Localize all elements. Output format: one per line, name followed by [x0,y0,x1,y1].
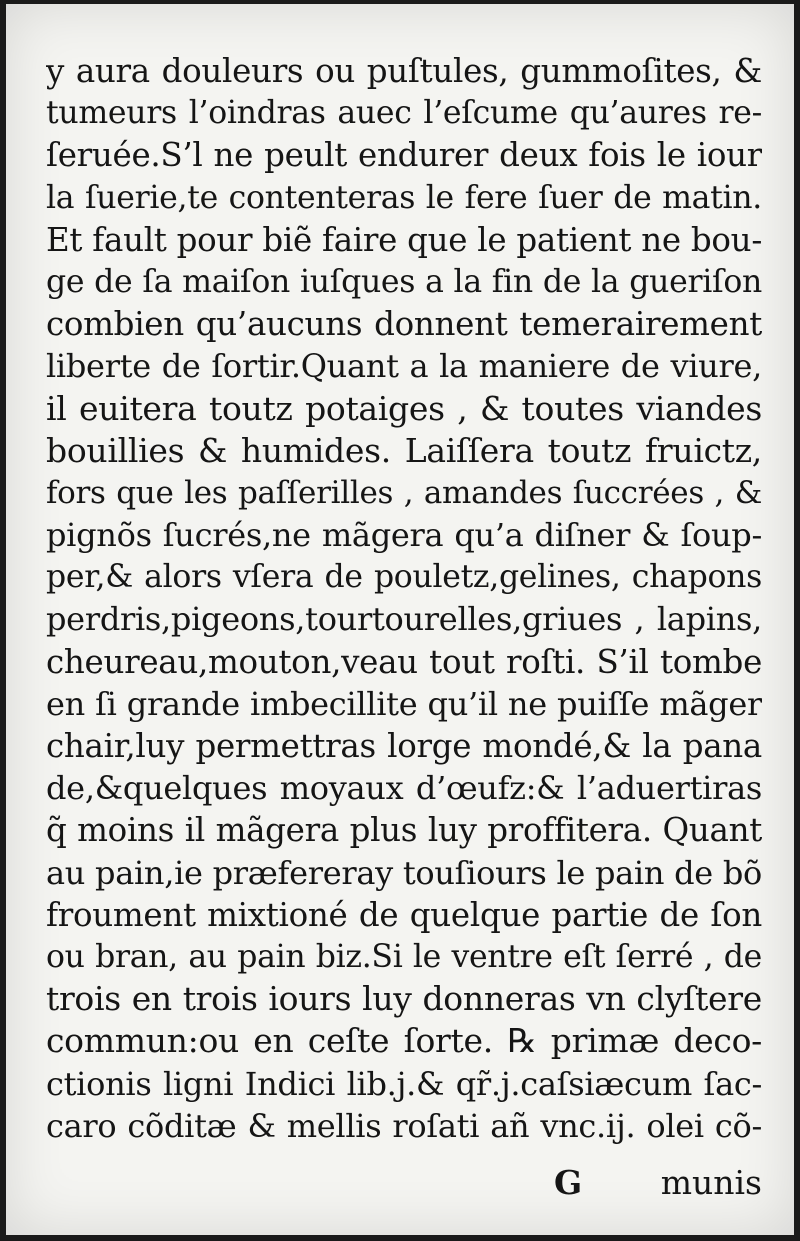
text-line: q̃ moins il mãgera plus luy proffitera. Quant [46,811,762,850]
text-line: tumeurs l’oindras auec l’eſcume qu’aures re- [46,95,762,132]
text-line: y aura douleurs ou puſtules, gummoſites, & [46,52,762,90]
book-page [6,4,794,1235]
text-line: per,& alors vſera de pouletz,gelines, chapons [46,559,762,596]
text-line: de,&quelques moyaux d’œufz:& l’aduertiras [46,769,762,808]
text-line: cheureau,mouton,veau tout roſti. S’il tombe [46,642,762,681]
text-line: au pain,ie præfereray touſiours le pain de bõ [46,853,762,892]
text-line: froument mixtioné de quelque partie de ſon [46,895,762,934]
text-line: commun:ou en ceſte ſorte. ℞ primæ deco- [46,1021,762,1061]
text-line: en ſi grande imbecillite qu’il ne puiſſe mãger [46,684,762,723]
text-line: ſeruée.S’l ne peult endurer deux fois le iour [46,136,762,175]
text-line: il euitera toutz potaiges , & toutes viandes [46,388,762,428]
text-line: perdris,pigeons,tourtourelles,griues , lapins, [46,600,762,639]
text-line: trois en trois iours luy donneras vn clyſtere [46,979,762,1019]
signature-mark: G [554,1163,583,1202]
catchword: munis [660,1163,762,1202]
text-line: fors que les paſſerilles , amandes ſuccrées , & [46,474,762,511]
text-line: ge de ſa maiſon iuſques a la fin de la gueriſon [46,263,762,300]
text-line: la ſuerie,te contenteras le fere ſuer de matin. [46,179,762,216]
text-line: ou bran, au pain biz.Si le ventre eſt ſerré , de [46,938,762,975]
text-line: Et fault pour biẽ faire que le patient ne bou- [46,220,762,259]
text-line: caro cõditæ & mellis roſati añ vnc.ij. olei cõ- [46,1106,762,1145]
body-text [46,50,762,1147]
text-line: combien qu’aucuns donnent temerairement [46,305,762,344]
text-line: pignõs ſucrés,ne mãgera qu’a diſner & ſoup- [46,516,762,555]
text-line: bouillies & humides. Laiſſera toutz fruictz, [46,430,762,470]
text-line: liberte de ſortir.Quant a la maniere de viure, [46,347,762,386]
page-footer [46,1162,762,1204]
text-line: chair,luy permettras lorge mondé,& la pana [46,727,762,765]
text-line: ctionis ligni Indici lib.j.& qr̃.j.caſsiæcum ſac- [46,1064,762,1103]
